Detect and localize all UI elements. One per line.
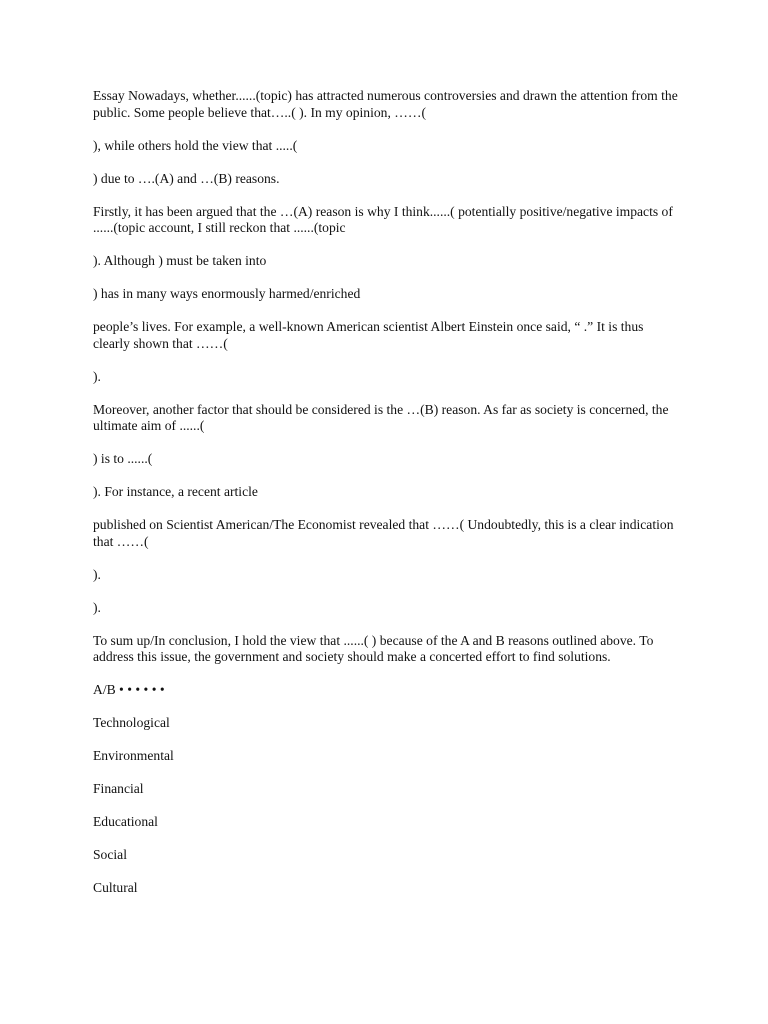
- reason-types-heading: A/B • • • • • •: [93, 682, 165, 697]
- essay-intro-paragraph: Essay Nowadays, whether......(topic) has attracted numerous controversies and drawn the attention from the public. Some people believe that…..( ). In my opinion, ……(: [93, 88, 682, 120]
- list-item: Social: [93, 847, 127, 862]
- essay-example-paragraph: people’s lives. For example, a well-known American scientist Albert Einstein once said, “ .” It is thus clearly shown that ……(: [93, 319, 647, 351]
- essay-conclusion-paragraph: To sum up/In conclusion, I hold the view that ......( ) because of the A and B reasons outlined above. To address this issue, the government and society should make a concerted effort to find solutions.: [93, 632, 657, 664]
- list-item: Environmental: [93, 748, 174, 763]
- essay-article-paragraph: published on Scientist American/The Economist revealed that ……( Undoubtedly, this is a clear indication that ……(: [93, 517, 677, 549]
- essay-although-line: ). Although ) must be taken into: [93, 253, 267, 268]
- document-page: [93, 88, 683, 913]
- essay-closing-paren-line: ).: [93, 599, 101, 615]
- essay-impact-line: ) has in many ways enormously harmed/enriched: [93, 286, 361, 301]
- essay-closing-paren-line: ).: [93, 566, 101, 582]
- essay-opposing-view-line: ), while others hold the view that .....(: [93, 137, 298, 153]
- essay-reasons-line: ) due to ….(A) and …(B) reasons.: [93, 170, 280, 186]
- list-item: Financial: [93, 781, 144, 796]
- essay-second-reason-paragraph: Moreover, another factor that should be considered is the …(B) reason. As far as society is concerned, the ultimate aim of ......(: [93, 401, 672, 433]
- reason-types-list: [93, 715, 683, 897]
- essay-aim-line: ) is to ......(: [93, 451, 153, 466]
- list-item: Cultural: [93, 880, 138, 895]
- list-item: Technological: [93, 715, 170, 730]
- essay-closing-paren-line: ).: [93, 368, 101, 384]
- essay-instance-line: ). For instance, a recent article: [93, 484, 258, 499]
- essay-first-reason-paragraph: Firstly, it has been argued that the …(A) reason is why I think......( potentially positive/negative impacts of ......(topic account, I still reckon that ......(topic: [93, 203, 677, 235]
- list-item: Educational: [93, 814, 158, 829]
